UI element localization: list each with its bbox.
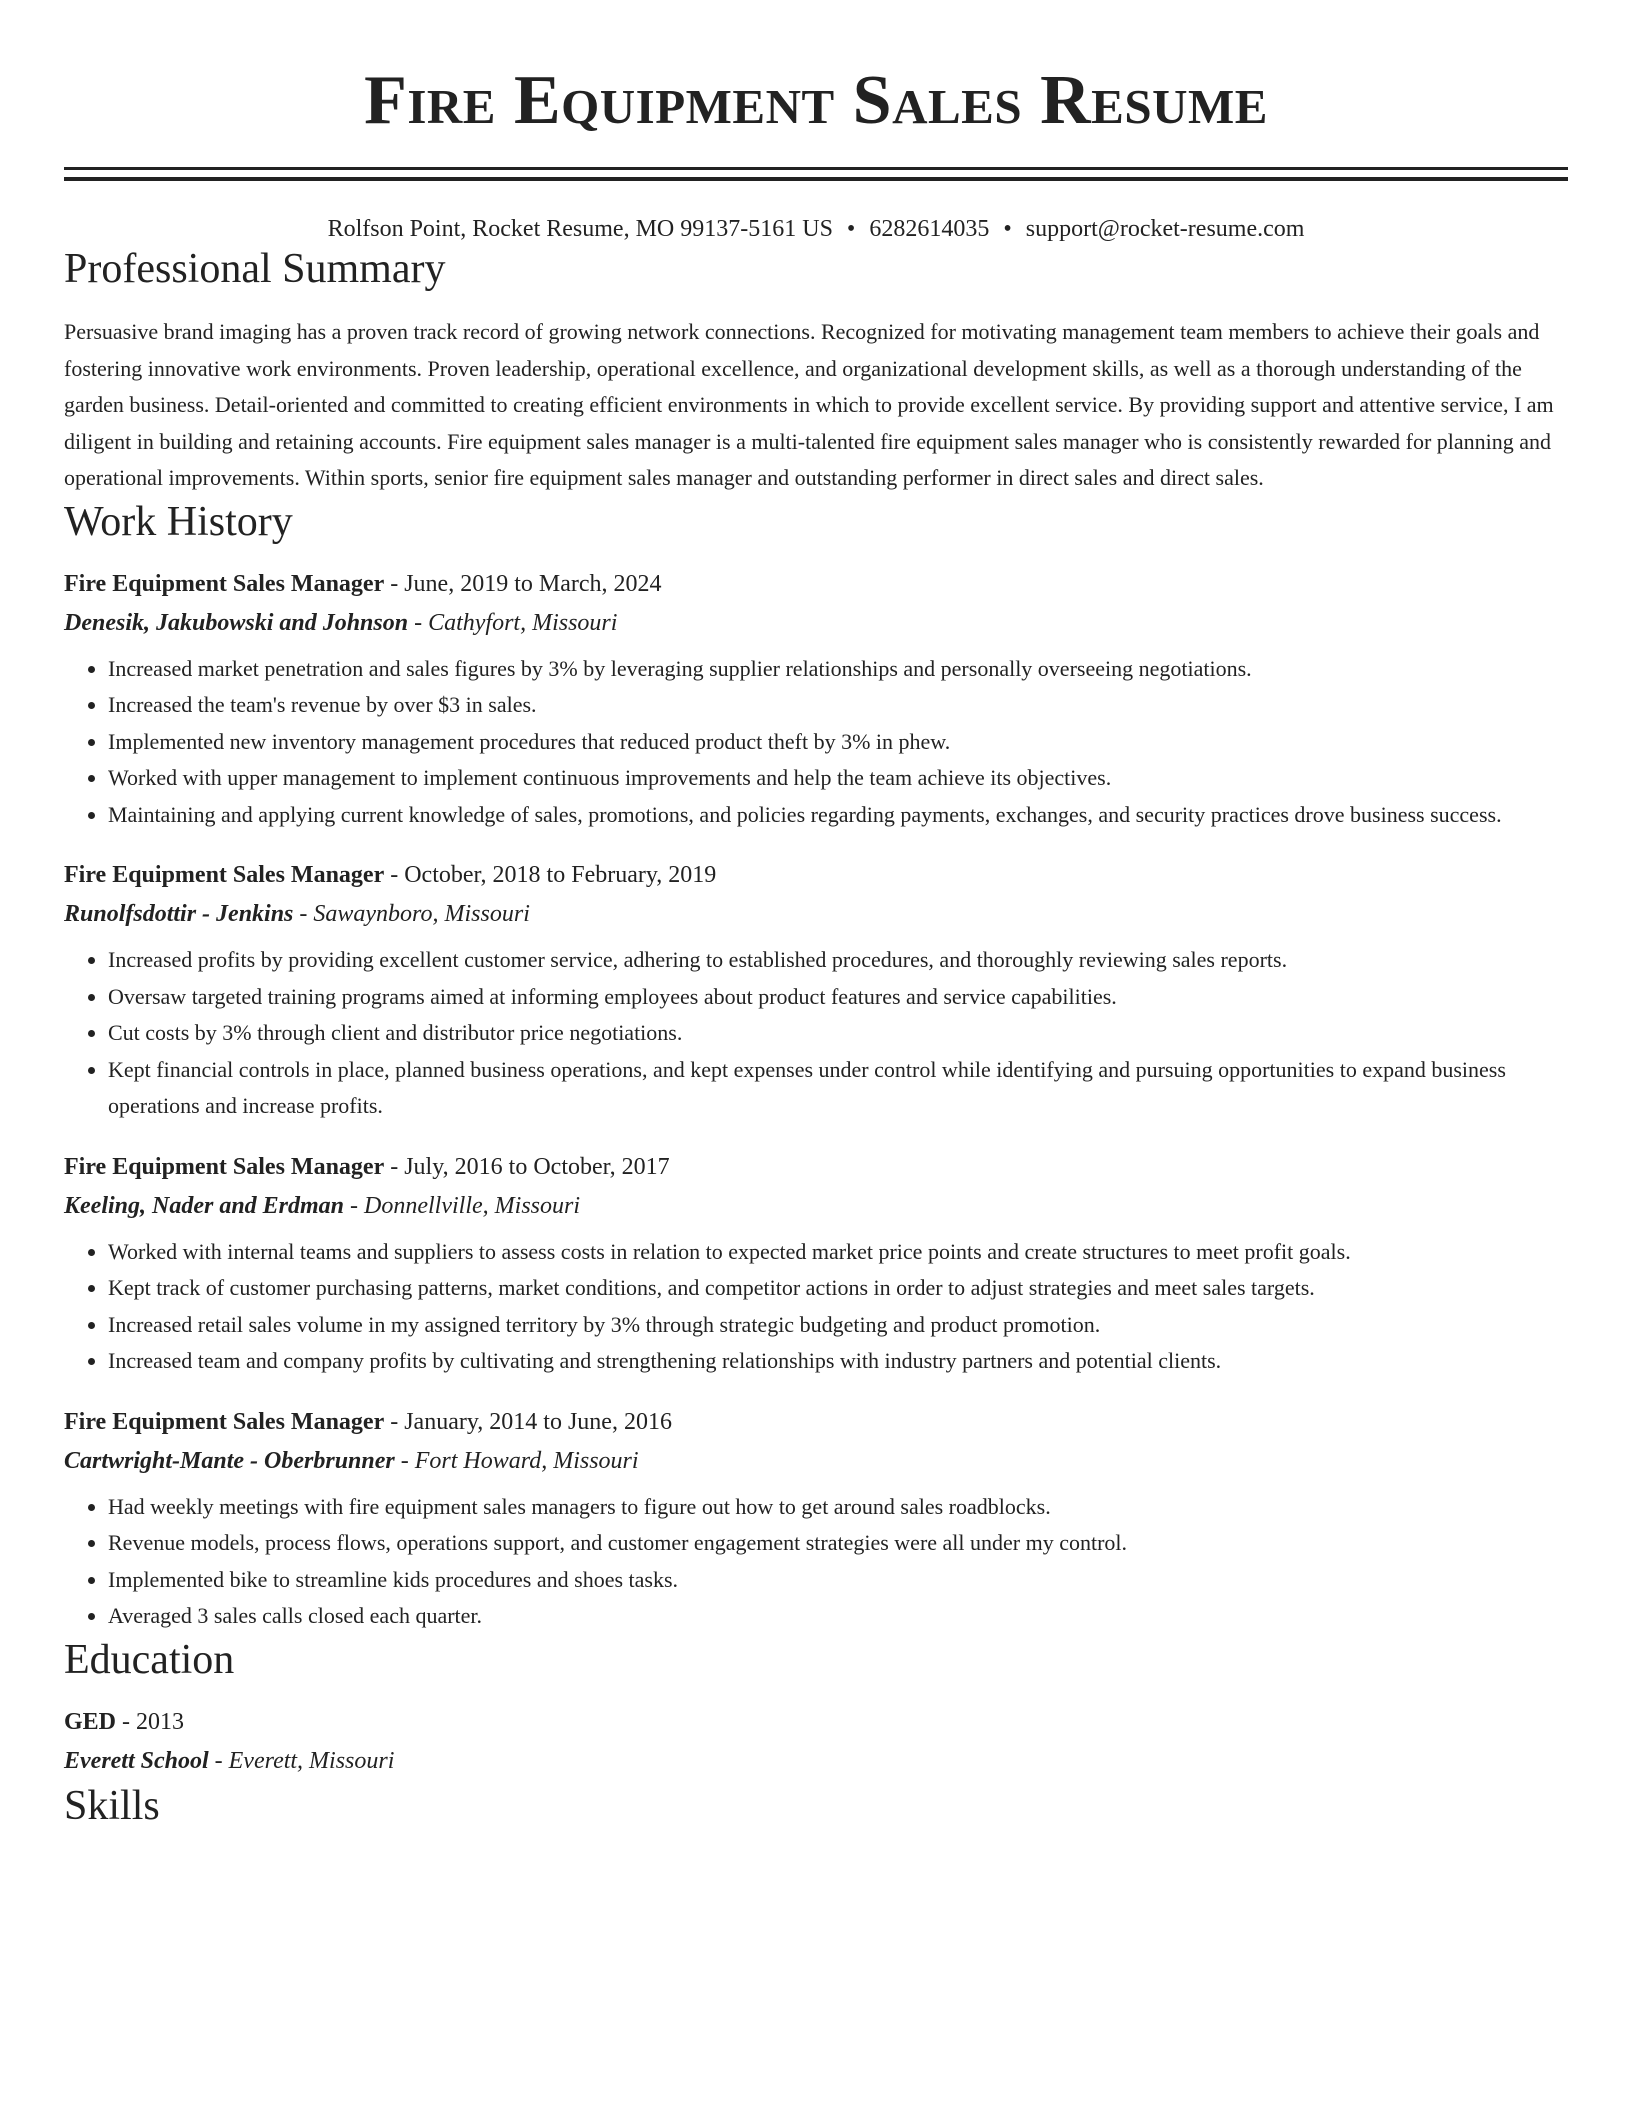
job-title-line: [64, 1148, 1568, 1186]
skills-heading: Skills: [64, 1782, 160, 1829]
school-name: Everett School: [64, 1747, 209, 1774]
resume-title: Fire Equipment Sales Resume: [364, 62, 1268, 139]
school-location: - Everett, Missouri: [208, 1747, 395, 1774]
company-name: Denesik, Jakubowski and Johnson: [64, 609, 409, 636]
degree-year: - 2013: [116, 1708, 185, 1735]
degree-line: [64, 1703, 1568, 1741]
job-bullet: • Had weekly meetings with fire equipment sales managers to figure out how to get around sales roadblocks.: [108, 1489, 1568, 1526]
job-bullet: • Increased retail sales volume in my assigned territory by 3% through strategic budgeting and product promotion.: [108, 1307, 1568, 1344]
company-line: [64, 1441, 1568, 1481]
company-location: - Sawaynboro, Missouri: [293, 901, 530, 927]
company-location: - Fort Howard, Missouri: [394, 1447, 639, 1474]
contact-phone: 6282614035: [869, 216, 990, 242]
job-dates: - October, 2018 to February, 2019: [384, 862, 717, 888]
job-dates: - June, 2019 to March, 2024: [384, 570, 662, 597]
job-bullet: • Averaged 3 sales calls closed each quarter.: [108, 1598, 1568, 1635]
contact-line: [64, 214, 1568, 244]
title-divider-bottom: [64, 177, 1568, 181]
company-location: - Cathyfort, Missouri: [408, 609, 618, 636]
job-bullet: • Kept track of customer purchasing patterns, market conditions, and competitor actions in order to adjust strategies and meet sales targets.: [108, 1270, 1568, 1307]
job-dates: - January, 2014 to June, 2016: [384, 1408, 672, 1435]
job-bullet: • Increased the team's revenue by over $3 in sales.: [108, 687, 1568, 724]
school-line: [64, 1741, 1568, 1781]
work-history-heading: Work History: [64, 498, 293, 545]
job-bullet: • Worked with internal teams and suppliers to assess costs in relation to expected market price points and create structures to meet profit goals.: [108, 1234, 1568, 1271]
company-line: [64, 1186, 1568, 1226]
job-title: Fire Equipment Sales Manager: [64, 570, 385, 597]
company-name: Keeling, Nader and Erdman: [64, 1192, 345, 1219]
job-entry: [64, 1403, 1568, 1635]
company-location: - Donnellville, Missouri: [344, 1192, 580, 1219]
title-divider-top: [64, 167, 1568, 170]
job-bullet: • Increased team and company profits by cultivating and strengthening relationships with industry partners and potential clients.: [108, 1343, 1568, 1380]
job-bullets: [64, 1489, 1568, 1635]
job-bullet: • Increased market penetration and sales figures by 3% by leveraging supplier relationships and personally overseeing negotiations.: [108, 651, 1568, 688]
job-bullet: • Implemented new inventory management procedures that reduced product theft by 3% in phew.: [108, 724, 1568, 761]
job-dates: - July, 2016 to October, 2017: [384, 1153, 670, 1180]
job-title: Fire Equipment Sales Manager: [64, 1153, 385, 1180]
job-title-line: [64, 565, 1568, 603]
summary-heading: Professional Summary: [64, 246, 446, 292]
job-bullet: • Oversaw targeted training programs aimed at informing employees about product features and service capabilities.: [108, 979, 1568, 1016]
job-bullet: • Maintaining and applying current knowledge of sales, promotions, and policies regarding payments, exchanges, and security practices drove business success.: [108, 797, 1568, 834]
job-title-line: [64, 856, 1568, 894]
job-bullets: [64, 1234, 1568, 1380]
job-entry: [64, 856, 1568, 1125]
job-title: Fire Equipment Sales Manager: [64, 862, 385, 888]
job-entry: [64, 1148, 1568, 1380]
degree: GED: [64, 1708, 117, 1735]
company-name: Cartwright-Mante - Oberbrunner: [64, 1447, 395, 1474]
job-bullet: • Cut costs by 3% through client and distributor price negotiations.: [108, 1015, 1568, 1052]
job-bullet: • Increased profits by providing excellent customer service, adhering to established procedures, and thoroughly reviewing sales reports.: [108, 942, 1568, 979]
job-bullets: [64, 651, 1568, 834]
job-entry: [64, 565, 1568, 834]
job-title-line: [64, 1403, 1568, 1441]
summary-text: Persuasive brand imaging has a proven track record of growing network connections. Recognized for motivating management team members to achieve their goals and fostering innovative work environments. Proven leadership, operational excellence, and organizational development skills, as well as a thorough understanding of the garden business. Detail-oriented and committed to creating efficient environments in which to provide excellent service. By providing support and attentive service, I am diligent in building and retaining accounts. Fire equipment sales manager is a multi-talented fire equipment sales manager who is consistently rewarded for planning and operational improvements. Within sports, senior fire equipment sales manager and outstanding performer in direct sales and direct sales.: [64, 319, 1554, 490]
job-bullet: • Implemented bike to streamline kids procedures and shoes tasks.: [108, 1562, 1568, 1599]
job-bullet: • Kept financial controls in place, planned business operations, and kept expenses under control while identifying and pursuing opportunities to expand business operations and increase profits.: [108, 1052, 1568, 1125]
contact-separator: •: [1003, 216, 1012, 242]
company-line: [64, 894, 1568, 934]
company-name: Runolfsdottir - Jenkins: [64, 901, 294, 927]
contact-address: Rolfson Point, Rocket Resume, MO 99137-5161 US: [327, 216, 833, 242]
job-bullet: • Revenue models, process flows, operations support, and customer engagement strategies were all under my control.: [108, 1525, 1568, 1562]
contact-email: support@rocket-resume.com: [1025, 216, 1305, 242]
education-entry: [64, 1703, 1568, 1781]
job-bullets: [64, 942, 1568, 1125]
job-title: Fire Equipment Sales Manager: [64, 1408, 385, 1435]
job-bullet: • Worked with upper management to implement continuous improvements and help the team achieve its objectives.: [108, 760, 1568, 797]
company-line: [64, 603, 1568, 643]
contact-separator: •: [846, 216, 856, 242]
education-heading: Education: [64, 1636, 235, 1683]
